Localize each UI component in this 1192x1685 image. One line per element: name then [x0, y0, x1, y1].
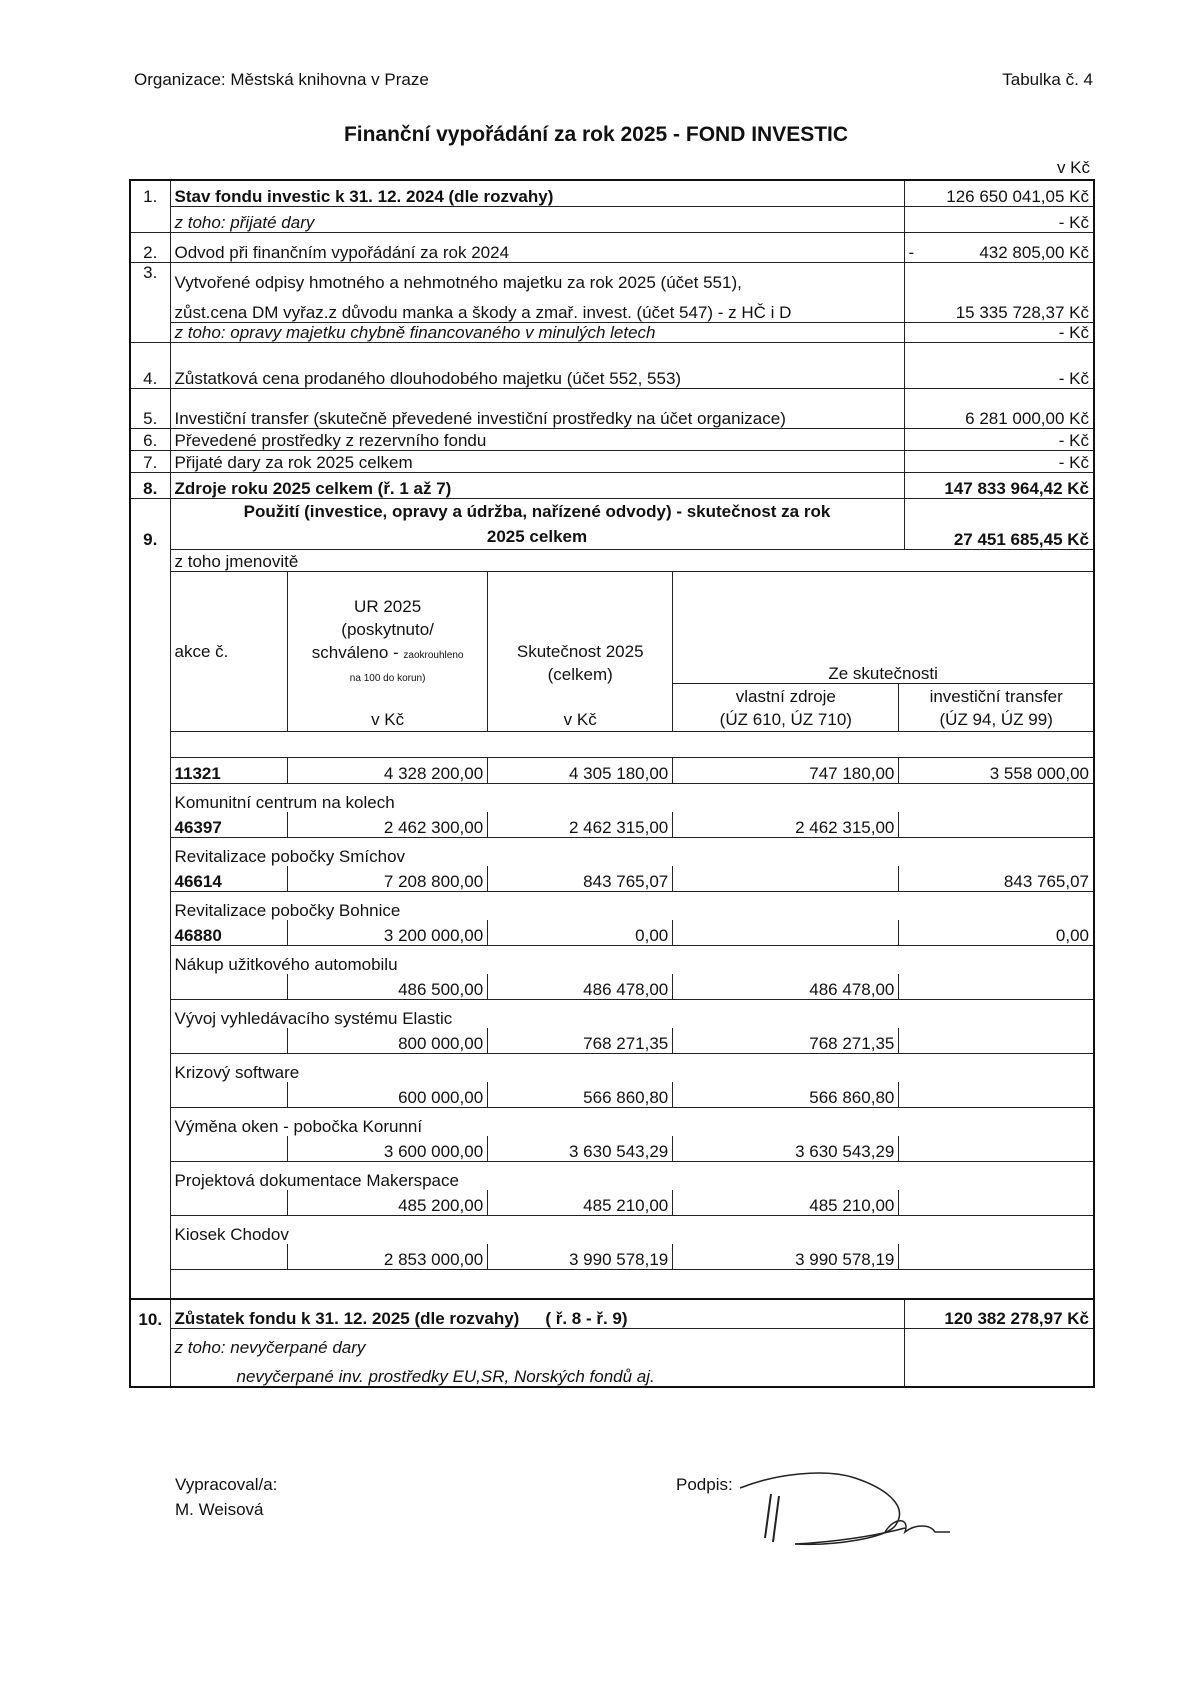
col-header-ze-skutecnosti: Ze skutečnosti: [673, 572, 1093, 684]
project-row: [171, 974, 1094, 1000]
project-investicni-transfer: [899, 1028, 1093, 1054]
project-investicni-transfer: [899, 1136, 1093, 1162]
row-number: 8.: [130, 472, 170, 498]
project-row: [171, 920, 1094, 946]
row-sublabel: z toho: nevyčerpané dary: [170, 1329, 904, 1357]
project-investicni-transfer: [899, 1082, 1093, 1108]
prepared-label: Vypracoval/a:: [175, 1475, 278, 1494]
project-investicni-transfer: [899, 812, 1093, 838]
project-vlastni-zdroje: 485 210,00: [673, 1190, 899, 1216]
project-akce: [171, 974, 288, 1000]
row-number: 2.: [130, 232, 170, 262]
project-akce: [171, 1082, 288, 1108]
project-investicni-transfer: [899, 1244, 1093, 1270]
project-skutecnost: 485 210,00: [488, 1190, 673, 1216]
project-name: Projektová dokumentace Makerspace: [174, 1170, 459, 1190]
col-header-ur: UR 2025 (poskytnuto/ schváleno - zaokrouhleno na 100 do korun) v Kč: [288, 572, 488, 732]
project-vlastni-zdroje: 3 990 578,19: [673, 1244, 899, 1270]
row-number: 1.: [130, 180, 170, 206]
project-ur: 485 200,00: [288, 1190, 488, 1216]
row-amount: 6 281 000,00 Kč: [904, 388, 1094, 428]
row-label: Odvod při finančním vypořádání za rok 2024: [170, 232, 904, 262]
project-ur: 2 462 300,00: [288, 812, 488, 838]
project-investicni-transfer: [899, 1190, 1093, 1216]
project-ur: 7 208 800,00: [288, 866, 488, 892]
project-name: Nákup užitkového automobilu: [174, 954, 398, 974]
project-ur: 800 000,00: [288, 1028, 488, 1054]
unit-label: v Kč: [1056, 158, 1090, 177]
project-ur: 4 328 200,00: [288, 758, 488, 784]
col-header-investicni-transfer: investiční transfer (ÚZ 94, ÚZ 99): [899, 684, 1093, 732]
row-sublabel: nevyčerpané inv. prostředky EU,SR, Norských fondů aj.: [170, 1357, 904, 1387]
project-name: Komunitní centrum na kolech: [174, 792, 395, 812]
project-ur: 486 500,00: [288, 974, 488, 1000]
row-label: Převedené prostředky z rezervního fondu: [170, 428, 904, 450]
project-investicni-transfer: [899, 974, 1093, 1000]
project-akce: [171, 1190, 288, 1216]
row-sublabel: z toho: přijaté dary: [170, 206, 904, 232]
organization: Organizace: Městská knihovna v Praze: [134, 70, 429, 89]
project-name: Revitalizace pobočky Smíchov: [174, 846, 406, 866]
row-label: Zdroje roku 2025 celkem (ř. 1 až 7): [170, 472, 904, 498]
row-sublabel: z toho: opravy majetku chybně financovaného v minulých letech: [170, 322, 904, 342]
row-amount: - Kč: [904, 450, 1094, 472]
project-skutecnost: 566 860,80: [488, 1082, 673, 1108]
row-amount: - Kč: [904, 342, 1094, 388]
row-label: Zůstatková cena prodaného dlouhodobého majetku (účet 552, 553): [170, 342, 904, 388]
project-akce: 46880: [171, 920, 288, 946]
dash: -: [908, 242, 915, 262]
project-skutecnost: 2 462 315,00: [488, 812, 673, 838]
row-amount: - Kč: [904, 428, 1094, 450]
project-row: [171, 866, 1094, 892]
detail-label: z toho jmenovitě: [171, 550, 1094, 572]
project-skutecnost: 0,00: [488, 920, 673, 946]
project-investicni-transfer: 3 558 000,00: [899, 758, 1093, 784]
project-row: [171, 1244, 1094, 1270]
row-amount: 126 650 041,05 Kč: [904, 180, 1094, 206]
project-row: [171, 1190, 1094, 1216]
project-name: Krizový software: [174, 1062, 300, 1082]
project-akce: 46614: [171, 866, 288, 892]
project-vlastni-zdroje: 3 630 543,29: [673, 1136, 899, 1162]
row-label: Zůstatek fondu k 31. 12. 2025 (dle rozvahy) ( ř. 8 - ř. 9): [170, 1299, 904, 1329]
project-skutecnost: 3 630 543,29: [488, 1136, 673, 1162]
project-akce: 11321: [171, 758, 288, 784]
col-header-vlastni-zdroje: vlastní zdroje (ÚZ 610, ÚZ 710): [673, 684, 899, 732]
project-ur: 2 853 000,00: [288, 1244, 488, 1270]
project-vlastni-zdroje: 486 478,00: [673, 974, 899, 1000]
project-name: Vývoj vyhledávacího systému Elastic: [174, 1008, 453, 1028]
row-amount: 147 833 964,42 Kč: [904, 472, 1094, 498]
project-investicni-transfer: 843 765,07: [899, 866, 1093, 892]
row-number: 7.: [130, 450, 170, 472]
project-vlastni-zdroje: 2 462 315,00: [673, 812, 899, 838]
row-label: Investiční transfer (skutečně převedené investiční prostředky na účet organizace): [170, 388, 904, 428]
row-number: 3.: [130, 262, 170, 292]
row-label: Použití (investice, opravy a údržba, nařízené odvody) - skutečnost za rok 2025 celkem: [170, 498, 904, 549]
project-skutecnost: 4 305 180,00: [488, 758, 673, 784]
project-name: Výměna oken - pobočka Korunní: [174, 1116, 423, 1136]
project-skutecnost: 843 765,07: [488, 866, 673, 892]
col-header-akce: akce č.: [174, 642, 229, 661]
row-amount: - 432 805,00 Kč: [904, 232, 1094, 262]
col-header-skutecnost: Skutečnost 2025 (celkem) v Kč: [488, 572, 673, 732]
table-number: Tabulka č. 4: [1002, 70, 1093, 89]
row-amount: 27 451 685,45 Kč: [904, 498, 1094, 549]
project-vlastni-zdroje: 566 860,80: [673, 1082, 899, 1108]
project-vlastni-zdroje: [673, 866, 899, 892]
projects-table: [171, 550, 1094, 1298]
project-row: [171, 758, 1094, 784]
signature-label: Podpis:: [676, 1475, 733, 1494]
project-row: [171, 1082, 1094, 1108]
project-name: [171, 1270, 1094, 1298]
row-amount: - Kč: [904, 322, 1094, 342]
row-number: 5.: [130, 388, 170, 428]
project-akce: [171, 1028, 288, 1054]
project-skutecnost: 486 478,00: [488, 974, 673, 1000]
row-amount: 15 335 728,37 Kč: [904, 292, 1094, 322]
row-label: Vytvořené odpisy hmotného a nehmotného majetku za rok 2025 (účet 551),: [170, 262, 904, 292]
project-investicni-transfer: 0,00: [899, 920, 1093, 946]
page-title: Finanční vypořádání za rok 2025 - FOND INVESTIC: [343, 123, 849, 146]
project-akce: 46397: [171, 812, 288, 838]
project-name: Revitalizace pobočky Bohnice: [174, 900, 401, 920]
row-number: 4.: [130, 342, 170, 388]
project-skutecnost: 3 990 578,19: [488, 1244, 673, 1270]
project-name: Kiosek Chodov: [174, 1224, 289, 1244]
project-vlastni-zdroje: 747 180,00: [673, 758, 899, 784]
project-akce: [171, 1136, 288, 1162]
project-row: [171, 1136, 1094, 1162]
signature-image: [735, 1466, 975, 1556]
project-ur: 3 200 000,00: [288, 920, 488, 946]
row-label: zůst.cena DM vyřaz.z důvodu manka a škody a zmař. invest. (účet 547) - z HČ i D: [170, 292, 904, 322]
prepared-name: M. Weisová: [175, 1500, 264, 1519]
row-amount: 120 382 278,97 Kč: [904, 1299, 1094, 1329]
project-vlastni-zdroje: 768 271,35: [673, 1028, 899, 1054]
fund-table: [129, 179, 1095, 1388]
row-number: 6.: [130, 428, 170, 450]
row-label: Stav fondu investic k 31. 12. 2024 (dle rozvahy): [170, 180, 904, 206]
project-vlastni-zdroje: [673, 920, 899, 946]
row-number: 9.: [130, 498, 170, 549]
row-amount: - Kč: [904, 206, 1094, 232]
row-label: Přijaté dary za rok 2025 celkem: [170, 450, 904, 472]
project-ur: 3 600 000,00: [288, 1136, 488, 1162]
project-ur: 600 000,00: [288, 1082, 488, 1108]
project-row: [171, 812, 1094, 838]
project-row: [171, 1028, 1094, 1054]
row-number: 10.: [130, 1299, 170, 1329]
project-akce: [171, 1244, 288, 1270]
project-skutecnost: 768 271,35: [488, 1028, 673, 1054]
